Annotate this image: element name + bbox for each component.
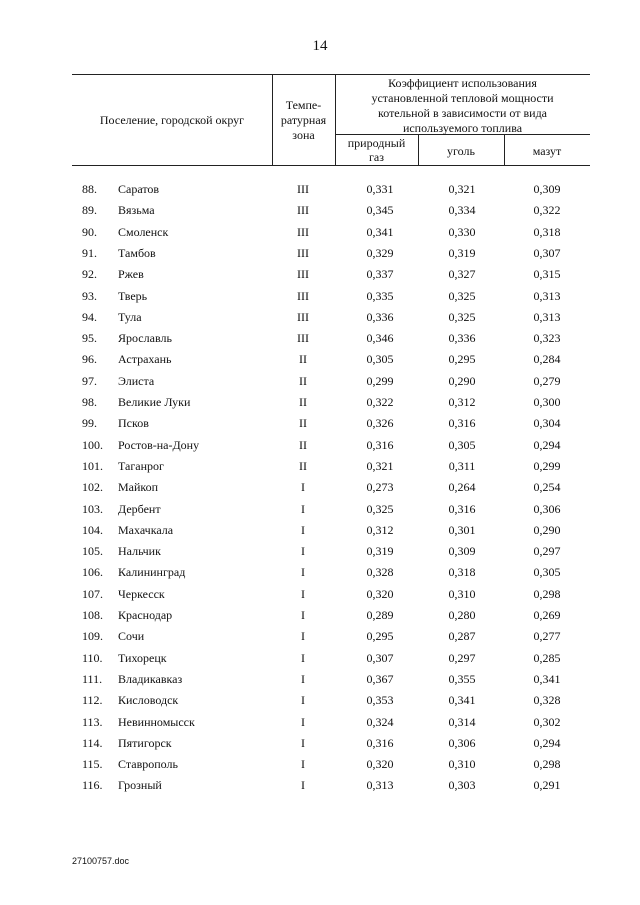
row-natural-gas: 0,320	[366, 586, 394, 601]
row-fuel-oil: 0,284	[533, 352, 561, 367]
header-zone-line3: зона	[292, 128, 315, 142]
row-natural-gas: 0,331	[366, 182, 394, 196]
row-zone: I	[301, 501, 305, 516]
row-settlement: Кисловодск	[118, 693, 179, 708]
row-natural-gas: 0,345	[366, 203, 394, 218]
row-zone: II	[299, 395, 307, 409]
header-coal: уголь	[447, 144, 475, 158]
row-natural-gas: 0,324	[366, 714, 394, 729]
row-zone: III	[297, 331, 309, 346]
header-zone-line1: Темпе-	[285, 98, 322, 112]
row-settlement: Ростов-на-Дону	[118, 437, 200, 452]
row-fuel-oil: 0,254	[533, 480, 561, 495]
table-header-bottom-border	[72, 165, 590, 166]
table-row	[0, 331, 640, 352]
row-settlement: Владикавказ	[118, 671, 183, 686]
row-zone: I	[301, 778, 305, 793]
row-zone: I	[301, 671, 305, 686]
row-number: 110.	[82, 650, 103, 665]
row-coal: 0,306	[448, 735, 476, 750]
row-natural-gas: 0,335	[366, 288, 394, 303]
table-row	[0, 629, 640, 650]
table-row	[0, 736, 640, 757]
row-zone: III	[297, 288, 309, 303]
row-natural-gas: 0,305	[366, 352, 394, 367]
table-row	[0, 459, 640, 480]
row-zone: I	[301, 650, 305, 665]
table-row	[0, 310, 640, 331]
page-number: 14	[312, 38, 328, 54]
header-coef-line1: Коэффициент использования	[388, 76, 537, 90]
row-number: 95.	[82, 331, 97, 346]
header-natural-gas	[335, 136, 418, 164]
row-settlement: Сочи	[118, 629, 145, 644]
row-fuel-oil: 0,313	[533, 288, 561, 303]
row-natural-gas: 0,273	[366, 480, 394, 495]
table-row	[0, 544, 640, 565]
row-fuel-oil: 0,318	[533, 224, 561, 239]
row-settlement: Ярославль	[118, 331, 172, 346]
table-row	[0, 352, 640, 373]
row-zone: I	[301, 735, 305, 750]
table-row	[0, 778, 640, 799]
row-zone: III	[297, 267, 309, 282]
row-number: 107.	[82, 586, 103, 601]
row-natural-gas: 0,346	[366, 331, 394, 346]
row-number: 90.	[82, 224, 97, 239]
row-settlement: Тамбов	[118, 245, 156, 260]
table-row	[0, 480, 640, 501]
row-coal: 0,325	[448, 288, 476, 303]
row-coal: 0,316	[448, 416, 476, 431]
row-number: 114.	[82, 735, 103, 750]
row-settlement: Ржев	[118, 267, 144, 282]
row-number: 106.	[82, 565, 103, 580]
row-coal: 0,309	[448, 544, 476, 559]
row-fuel-oil: 0,285	[533, 650, 561, 665]
row-natural-gas: 0,295	[366, 629, 394, 644]
row-fuel-oil: 0,298	[533, 586, 561, 601]
row-number: 111.	[82, 671, 103, 686]
row-zone: I	[301, 629, 305, 644]
table-row	[0, 182, 640, 203]
row-zone: I	[301, 544, 305, 559]
row-settlement: Нальчик	[118, 544, 161, 559]
table-row	[0, 267, 640, 288]
row-number: 115.	[82, 757, 103, 772]
table-top-border	[72, 74, 590, 75]
table-row	[0, 225, 640, 246]
row-fuel-oil: 0,294	[533, 735, 561, 750]
row-fuel-oil: 0,291	[533, 778, 561, 793]
row-fuel-oil: 0,297	[533, 544, 561, 559]
row-coal: 0,318	[448, 565, 476, 580]
row-coal: 0,264	[448, 480, 476, 495]
row-coal: 0,319	[448, 245, 476, 260]
row-fuel-oil: 0,290	[533, 522, 561, 537]
row-coal: 0,305	[448, 437, 476, 452]
row-coal: 0,290	[448, 373, 476, 388]
row-zone: III	[297, 203, 309, 218]
row-settlement: Смоленск	[118, 224, 169, 239]
row-coal: 0,325	[448, 309, 476, 324]
row-settlement: Тихорецк	[118, 650, 167, 665]
row-zone: I	[301, 480, 305, 495]
row-zone: I	[301, 714, 305, 729]
row-fuel-oil: 0,300	[533, 395, 561, 409]
row-settlement: Майкоп	[118, 480, 159, 495]
row-coal: 0,297	[448, 650, 476, 665]
row-natural-gas: 0,319	[366, 544, 394, 559]
row-settlement: Великие Луки	[118, 395, 191, 409]
row-settlement: Пятигорск	[118, 735, 172, 750]
row-settlement: Черкесск	[118, 586, 165, 601]
row-natural-gas: 0,289	[366, 608, 394, 622]
row-fuel-oil: 0,322	[533, 203, 561, 218]
row-settlement: Псков	[118, 416, 149, 431]
row-fuel-oil: 0,304	[533, 416, 561, 431]
row-zone: I	[301, 693, 305, 708]
table-row	[0, 203, 640, 224]
row-natural-gas: 0,326	[366, 416, 394, 431]
row-number: 97.	[82, 373, 97, 388]
row-fuel-oil: 0,313	[533, 309, 561, 324]
table-row	[0, 502, 640, 523]
row-settlement: Таганрог	[118, 458, 164, 473]
row-settlement: Калининград	[118, 565, 186, 580]
row-coal: 0,355	[448, 671, 476, 686]
row-fuel-oil: 0,294	[533, 437, 561, 452]
row-coal: 0,287	[448, 629, 476, 644]
header-settlement: Поселение, городской округ	[99, 113, 245, 127]
header-gas-line2: газ	[369, 150, 384, 164]
row-zone: III	[297, 245, 309, 260]
row-number: 102.	[82, 480, 103, 495]
row-number: 101.	[82, 458, 103, 473]
row-fuel-oil: 0,328	[533, 693, 561, 708]
row-number: 96.	[82, 352, 97, 367]
table-row	[0, 587, 640, 608]
row-zone: I	[301, 522, 305, 537]
table-row	[0, 651, 640, 672]
row-settlement: Махачкала	[118, 522, 174, 537]
row-number: 104.	[82, 522, 103, 537]
row-coal: 0,301	[448, 522, 476, 537]
row-number: 98.	[82, 395, 97, 409]
row-settlement: Саратов	[118, 182, 160, 196]
row-zone: I	[301, 565, 305, 580]
header-coef-line4: используемого топлива	[402, 121, 523, 135]
row-natural-gas: 0,307	[366, 650, 394, 665]
row-natural-gas: 0,367	[366, 671, 394, 686]
row-number: 99.	[82, 416, 97, 431]
row-settlement: Дербент	[118, 501, 161, 516]
row-number: 100.	[82, 437, 103, 452]
row-zone: III	[297, 182, 309, 196]
row-settlement: Астрахань	[118, 352, 172, 367]
row-settlement: Элиста	[118, 373, 155, 388]
table-row	[0, 608, 640, 629]
header-fuel-oil: мазут	[532, 144, 562, 158]
row-coal: 0,310	[448, 586, 476, 601]
row-coal: 0,334	[448, 203, 476, 218]
row-number: 89.	[82, 203, 97, 218]
table-row	[0, 438, 640, 459]
row-fuel-oil: 0,307	[533, 245, 561, 260]
header-zone-line2: ратурная	[280, 113, 327, 127]
header-coefficient	[335, 76, 590, 136]
table-row	[0, 246, 640, 267]
row-coal: 0,295	[448, 352, 476, 367]
row-zone: II	[299, 352, 307, 367]
row-natural-gas: 0,313	[366, 778, 394, 793]
row-fuel-oil: 0,277	[533, 629, 561, 644]
row-natural-gas: 0,325	[366, 501, 394, 516]
table-row	[0, 715, 640, 736]
row-fuel-oil: 0,323	[533, 331, 561, 346]
table-row	[0, 565, 640, 586]
row-coal: 0,311	[448, 458, 476, 473]
row-number: 94.	[82, 309, 97, 324]
row-zone: II	[299, 437, 307, 452]
header-coef-line2: установленной тепловой мощности	[371, 91, 554, 105]
row-number: 112.	[82, 693, 103, 708]
table-row	[0, 416, 640, 437]
row-fuel-oil: 0,298	[533, 757, 561, 772]
row-natural-gas: 0,320	[366, 757, 394, 772]
row-coal: 0,316	[448, 501, 476, 516]
row-natural-gas: 0,322	[366, 395, 394, 409]
row-settlement: Краснодар	[118, 608, 173, 622]
row-coal: 0,314	[448, 714, 476, 729]
row-natural-gas: 0,312	[366, 522, 394, 537]
row-natural-gas: 0,316	[366, 735, 394, 750]
row-settlement: Тула	[118, 309, 142, 324]
row-zone: I	[301, 586, 305, 601]
row-fuel-oil: 0,309	[533, 182, 561, 196]
row-fuel-oil: 0,302	[533, 714, 561, 729]
row-natural-gas: 0,353	[366, 693, 394, 708]
footer-doc-id: 27100757.doc	[72, 856, 130, 866]
table-row	[0, 374, 640, 395]
row-fuel-oil: 0,269	[533, 608, 561, 622]
header-gas-line1: природный	[347, 136, 406, 150]
row-zone: II	[299, 416, 307, 431]
row-zone: III	[297, 224, 309, 239]
row-settlement: Ставрополь	[118, 757, 178, 772]
row-coal: 0,303	[448, 778, 476, 793]
row-number: 92.	[82, 267, 97, 282]
row-coal: 0,327	[448, 267, 476, 282]
row-number: 113.	[82, 714, 103, 729]
row-settlement: Вязьма	[118, 203, 155, 218]
row-natural-gas: 0,328	[366, 565, 394, 580]
table-row	[0, 523, 640, 544]
row-natural-gas: 0,299	[366, 373, 394, 388]
row-number: 93.	[82, 288, 97, 303]
row-coal: 0,330	[448, 224, 476, 239]
row-number: 91.	[82, 245, 97, 260]
row-coal: 0,310	[448, 757, 476, 772]
row-coal: 0,280	[448, 608, 476, 622]
row-natural-gas: 0,341	[366, 224, 394, 239]
row-coal: 0,321	[448, 182, 476, 196]
row-fuel-oil: 0,315	[533, 267, 561, 282]
row-zone: I	[301, 757, 305, 772]
row-zone: II	[299, 373, 307, 388]
row-zone: I	[301, 608, 305, 622]
table-row	[0, 693, 640, 714]
row-settlement: Тверь	[118, 288, 148, 303]
table-row	[0, 672, 640, 693]
row-fuel-oil: 0,341	[533, 671, 561, 686]
row-number: 116.	[82, 778, 103, 793]
table-row	[0, 395, 640, 416]
row-number: 109.	[82, 629, 103, 644]
table-row	[0, 757, 640, 778]
row-settlement: Невинномысск	[118, 714, 195, 729]
row-number: 103.	[82, 501, 103, 516]
row-number: 108.	[82, 608, 103, 622]
row-settlement: Грозный	[118, 778, 162, 793]
row-zone: III	[297, 309, 309, 324]
row-coal: 0,312	[448, 395, 476, 409]
row-natural-gas: 0,316	[366, 437, 394, 452]
row-coal: 0,341	[448, 693, 476, 708]
header-zone	[272, 98, 335, 143]
row-number: 105.	[82, 544, 103, 559]
row-natural-gas: 0,321	[366, 458, 394, 473]
row-number: 88.	[82, 182, 97, 196]
row-fuel-oil: 0,279	[533, 373, 561, 388]
header-coef-line3: котельной в зависимости от вида	[378, 106, 547, 120]
row-zone: II	[299, 458, 307, 473]
row-fuel-oil: 0,305	[533, 565, 561, 580]
row-natural-gas: 0,337	[366, 267, 394, 282]
row-coal: 0,336	[448, 331, 476, 346]
table-row	[0, 289, 640, 310]
row-natural-gas: 0,336	[366, 309, 394, 324]
row-natural-gas: 0,329	[366, 245, 394, 260]
row-fuel-oil: 0,306	[533, 501, 561, 516]
row-fuel-oil: 0,299	[533, 458, 561, 473]
